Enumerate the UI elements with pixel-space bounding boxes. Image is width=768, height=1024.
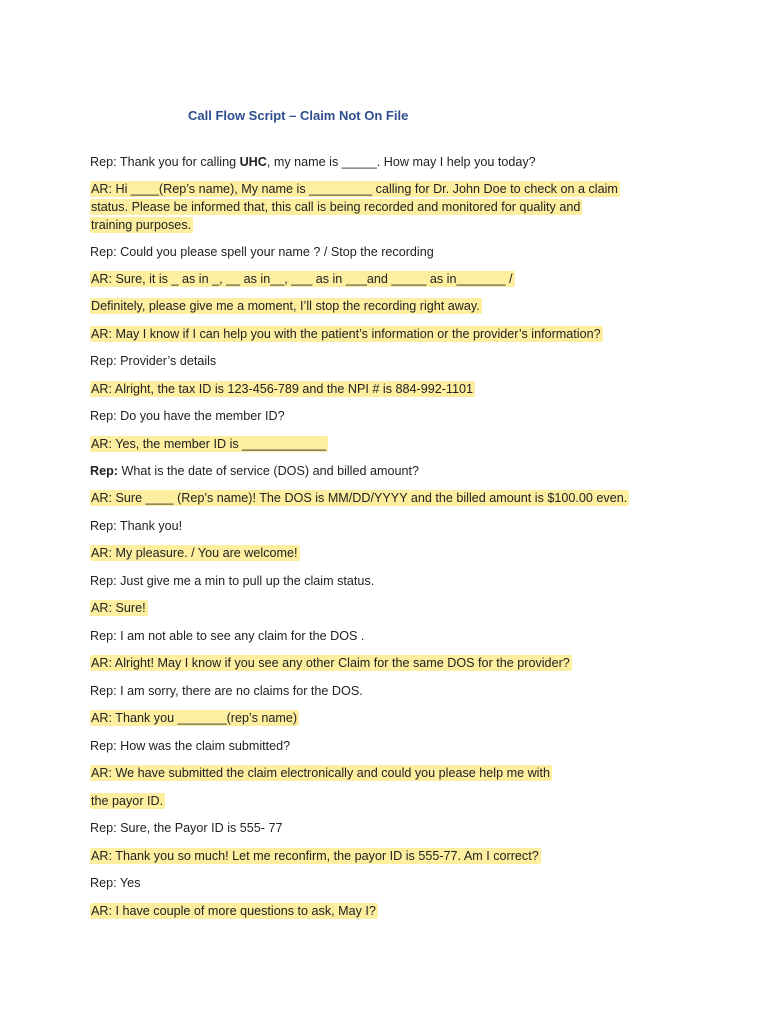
line-ar: [90, 216, 193, 234]
line-rep: [90, 627, 364, 645]
line-ar: [90, 198, 582, 216]
line-text: Rep: Do you have the member ID?: [90, 409, 285, 423]
highlighted-text: AR: Hi ____(Rep’s name), My name is _________ calling for Dr. John Doe to check on a claim: [91, 182, 618, 196]
line-text: , my name is _____. How may I help you today?: [266, 155, 536, 169]
highlighted-text: AR: Thank you so much! Let me reconfirm, the payor ID is 555-77. Am I correct?: [91, 849, 539, 863]
line-rep: [90, 352, 216, 370]
highlighted-text: AR: Alright, the tax ID is 123-456-789 and the NPI # is 884-992-1101: [91, 382, 474, 396]
line-ar: [90, 792, 165, 810]
line-ar: [90, 709, 299, 727]
line-rep: [90, 572, 374, 590]
line-rep: [90, 819, 283, 837]
highlighted-text: AR: My pleasure. / You are welcome!: [91, 546, 298, 560]
line-text: Rep: Yes: [90, 876, 141, 890]
line-rep-greeting: [90, 153, 536, 171]
line-rep: [90, 874, 140, 892]
line-text: What is the date of service (DOS) and billed amount?: [118, 464, 419, 478]
document-title: Call Flow Script – Claim Not On File: [188, 108, 409, 123]
line-ar: [90, 847, 541, 865]
highlighted-text: status. Please be informed that, this call is being recorded and monitored for quality and: [91, 200, 581, 214]
highlighted-text: AR: We have submitted the claim electronically and could you please help me with: [91, 766, 550, 780]
line-rep: [90, 462, 419, 480]
line-text: Rep: Just give me a min to pull up the claim status.: [90, 574, 375, 588]
line-text: Rep: Could you please spell your name ? / Stop the recording: [90, 245, 434, 259]
highlighted-text: Definitely, please give me a moment, I’ll stop the recording right away.: [91, 299, 480, 313]
line-rep: [90, 682, 363, 700]
highlighted-text: AR: Alright! May I know if you see any other Claim for the same DOS for the provider?: [91, 656, 570, 670]
line-rep: [90, 407, 285, 425]
line-text: Rep: Provider’s details: [90, 354, 217, 368]
line-ar: [90, 325, 603, 343]
line-text: Rep: Sure, the Payor ID is 555- 77: [90, 821, 283, 835]
line-ar: [90, 297, 482, 315]
line-text: Rep: Thank you for calling: [90, 155, 240, 169]
line-rep: [90, 737, 290, 755]
highlighted-text: AR: Sure, it is _ as in _, __ as in__, ___ as in ___and _____ as in_______ /: [91, 272, 513, 286]
highlighted-text: AR: Thank you _______(rep’s name): [91, 711, 298, 725]
highlighted-text: AR: Yes, the member ID is ____________: [91, 437, 327, 451]
line-rep: [90, 243, 434, 261]
highlighted-text: the payor ID.: [91, 794, 164, 808]
line-text: Rep: How was the claim submitted?: [90, 739, 291, 753]
line-ar: [90, 435, 328, 453]
company-name: UHC: [239, 155, 267, 169]
line-text: Rep: Thank you!: [90, 519, 183, 533]
line-ar: [90, 599, 148, 617]
line-ar: [90, 764, 552, 782]
speaker-label: Rep:: [90, 464, 118, 478]
line-ar: [90, 489, 629, 507]
highlighted-text: training purposes.: [91, 218, 192, 232]
line-rep: [90, 517, 182, 535]
line-ar: [90, 902, 378, 920]
highlighted-text: AR: I have couple of more questions to ask, May I?: [91, 904, 376, 918]
line-ar: [90, 654, 572, 672]
line-ar: [90, 380, 475, 398]
line-ar: [90, 180, 620, 198]
line-text: Rep: I am not able to see any claim for the DOS .: [90, 629, 365, 643]
highlighted-text: AR: Sure ____ (Rep’s name)! The DOS is MM/DD/YYYY and the billed amount is $100.00 even.: [91, 491, 628, 505]
line-ar: [90, 270, 515, 288]
line-text: Rep: I am sorry, there are no claims for the DOS.: [90, 684, 363, 698]
highlighted-text: AR: May I know if I can help you with the patient’s information or the provider’s information?: [91, 327, 601, 341]
highlighted-text: AR: Sure!: [91, 601, 146, 615]
line-ar: [90, 544, 300, 562]
